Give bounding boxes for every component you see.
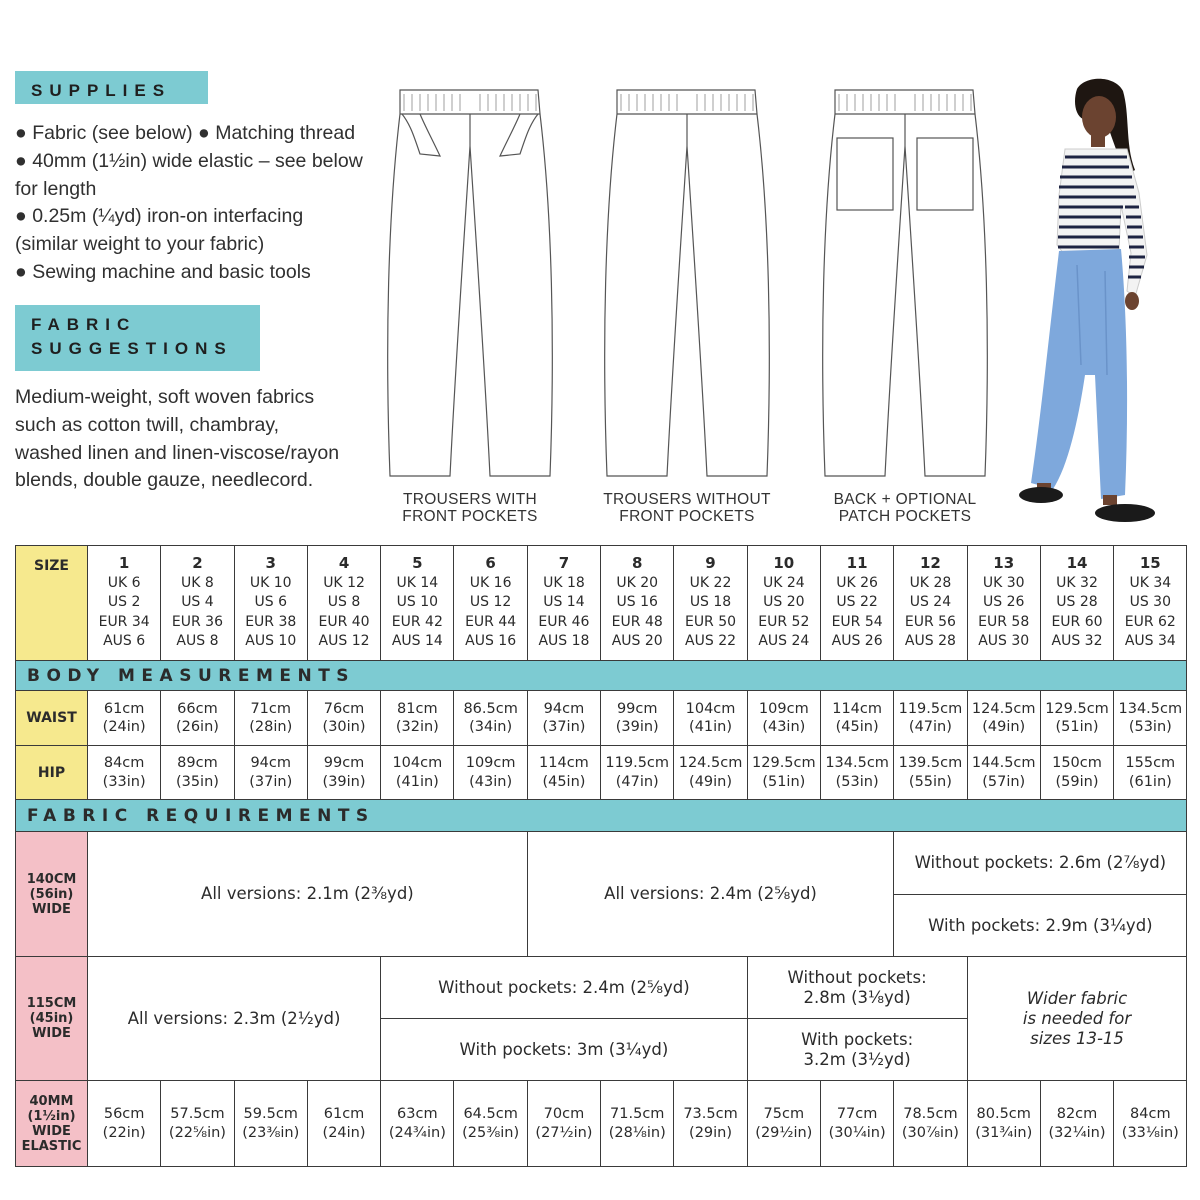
size-eur: EUR 52 bbox=[758, 613, 810, 630]
hip-in: (43in) bbox=[469, 773, 513, 790]
size-uk: UK 26 bbox=[836, 574, 878, 591]
caption-front-with-pockets bbox=[380, 491, 560, 525]
bullet-icon: ● bbox=[198, 122, 210, 144]
size-column-header bbox=[894, 546, 967, 661]
size-aus: AUS 14 bbox=[391, 633, 443, 650]
hip-cell bbox=[234, 746, 307, 800]
label-line: (1½in) bbox=[27, 1108, 76, 1124]
hip-in: (55in) bbox=[908, 773, 952, 790]
hip-cm: 134.5cm bbox=[825, 755, 889, 771]
fabric140-label bbox=[16, 832, 88, 957]
elastic-in: (22⅝in) bbox=[168, 1124, 226, 1141]
size-column-header bbox=[967, 546, 1040, 661]
size-column-header bbox=[1114, 546, 1187, 661]
sketch-front-without-pockets bbox=[597, 84, 777, 484]
waist-in: (32in) bbox=[395, 719, 439, 735]
waist-cm: 61cm bbox=[103, 700, 145, 717]
waist-cell bbox=[967, 691, 1040, 746]
size-us: US 6 bbox=[254, 594, 287, 611]
elastic-cell bbox=[967, 1081, 1040, 1167]
hip-cm: 119.5cm bbox=[605, 755, 670, 771]
size-column-header bbox=[161, 546, 234, 661]
hip-in: (57in) bbox=[982, 773, 1026, 790]
size-chart-table bbox=[15, 545, 1187, 1167]
fabric115-sizes-1-4: All versions: 2.3m (2½yd) bbox=[88, 957, 381, 1081]
size-us: US 4 bbox=[181, 594, 214, 611]
waist-in: (28in) bbox=[249, 719, 293, 735]
elastic-label bbox=[16, 1081, 88, 1167]
size-eur: EUR 46 bbox=[538, 613, 590, 630]
size-column-header bbox=[601, 546, 674, 661]
bullet-icon: ● bbox=[15, 205, 27, 228]
waist-cell bbox=[674, 691, 747, 746]
hip-cm: 94cm bbox=[250, 755, 292, 771]
size-eur: EUR 62 bbox=[1124, 613, 1176, 630]
fabric140-sizes-1-6: All versions: 2.1m (2⅜yd) bbox=[88, 832, 528, 957]
bullet-icon: ● bbox=[15, 149, 27, 172]
waist-cell bbox=[527, 691, 600, 746]
body-measurements-heading: BODY MEASUREMENTS bbox=[16, 661, 1187, 691]
hip-cell bbox=[527, 746, 600, 800]
size-eur: EUR 42 bbox=[391, 613, 443, 630]
size-number: 6 bbox=[485, 554, 496, 573]
elastic-cell bbox=[820, 1081, 893, 1167]
size-uk: UK 32 bbox=[1056, 574, 1098, 591]
hip-in: (47in) bbox=[615, 773, 659, 790]
waist-cm: 71cm bbox=[250, 700, 292, 717]
hip-in: (35in) bbox=[175, 773, 219, 790]
size-aus: AUS 34 bbox=[1124, 633, 1176, 650]
size-us: US 28 bbox=[1056, 594, 1098, 611]
hip-cell bbox=[381, 746, 454, 800]
elastic-cm: 78.5cm bbox=[903, 1105, 958, 1122]
hip-cell bbox=[894, 746, 967, 800]
hip-cell bbox=[454, 746, 527, 800]
elastic-row bbox=[16, 1081, 1187, 1167]
elastic-in: (29in) bbox=[689, 1124, 733, 1141]
sketch-front-with-pockets bbox=[380, 84, 560, 484]
waist-in: (24in) bbox=[102, 719, 146, 735]
size-us: US 26 bbox=[983, 594, 1025, 611]
size-column-header bbox=[527, 546, 600, 661]
size-uk: UK 20 bbox=[616, 574, 659, 591]
waist-cell bbox=[1114, 691, 1187, 746]
cell-line: Without pockets: bbox=[787, 967, 927, 987]
elastic-cm: 63cm bbox=[397, 1105, 438, 1122]
waist-in: (30in) bbox=[322, 719, 366, 735]
waist-cm: 119.5cm bbox=[898, 700, 963, 717]
elastic-cm: 77cm bbox=[836, 1105, 878, 1122]
waist-cm: 104cm bbox=[685, 700, 736, 717]
elastic-cell bbox=[88, 1081, 161, 1167]
fabric-suggestions-heading bbox=[15, 305, 260, 371]
size-us: US 14 bbox=[543, 594, 585, 611]
supply-item: 0.25m (¼yd) iron-on interfacing (similar weight to your fabric) bbox=[15, 205, 304, 256]
label-line: 140CM bbox=[26, 871, 77, 887]
hip-cm: 124.5cm bbox=[678, 755, 743, 771]
waist-in: (41in) bbox=[689, 719, 733, 735]
size-column-header bbox=[88, 546, 161, 661]
waist-cm: 134.5cm bbox=[1118, 700, 1183, 717]
size-number: 4 bbox=[338, 554, 350, 573]
elastic-in: (29½in) bbox=[755, 1124, 813, 1141]
elastic-cm: 59.5cm bbox=[243, 1105, 298, 1122]
sketch-back-patch-pockets bbox=[815, 84, 995, 484]
cell-line: 2.8m (3⅛yd) bbox=[803, 987, 911, 1007]
elastic-cell bbox=[161, 1081, 234, 1167]
size-eur: EUR 44 bbox=[465, 613, 517, 630]
size-number: 15 bbox=[1139, 554, 1161, 573]
cell-line: With pockets: bbox=[801, 1029, 914, 1049]
size-number: 12 bbox=[919, 554, 941, 573]
fabric140-row bbox=[16, 832, 1187, 895]
elastic-in: (24¾in) bbox=[388, 1124, 446, 1141]
size-number: 8 bbox=[632, 554, 643, 573]
waist-in: (45in) bbox=[835, 719, 879, 735]
label-line: (45in) bbox=[29, 1011, 74, 1026]
size-us: US 22 bbox=[836, 594, 878, 611]
fabric115-sizes-13-15-note bbox=[967, 957, 1187, 1081]
size-column-header bbox=[1040, 546, 1113, 661]
size-uk: UK 28 bbox=[909, 574, 952, 591]
waist-cell bbox=[894, 691, 967, 746]
hip-cell bbox=[601, 746, 674, 800]
waist-cell bbox=[307, 691, 380, 746]
waist-in: (34in) bbox=[469, 719, 513, 735]
elastic-cell bbox=[747, 1081, 820, 1167]
waist-cell bbox=[454, 691, 527, 746]
waist-in: (37in) bbox=[542, 719, 586, 735]
supply-item: Matching thread bbox=[215, 122, 356, 144]
waist-cm: 76cm bbox=[323, 700, 365, 717]
waist-cm: 86.5cm bbox=[463, 700, 518, 717]
hip-cm: 129.5cm bbox=[752, 755, 816, 771]
elastic-in: (31¾in) bbox=[975, 1124, 1033, 1141]
elastic-in: (32¼in) bbox=[1048, 1124, 1106, 1141]
size-aus: AUS 18 bbox=[538, 633, 590, 650]
fabric140-sizes-12-15-without: Without pockets: 2.6m (2⅞yd) bbox=[894, 832, 1187, 895]
hip-cm: 99cm bbox=[323, 755, 365, 771]
hip-cell bbox=[307, 746, 380, 800]
size-uk: UK 14 bbox=[396, 574, 439, 591]
cell-line: 3.2m (3½yd) bbox=[803, 1049, 911, 1069]
hip-in: (33in) bbox=[102, 773, 146, 790]
waist-cm: 114cm bbox=[832, 700, 882, 717]
elastic-in: (28⅛in) bbox=[608, 1124, 666, 1141]
hip-in: (39in) bbox=[322, 773, 366, 790]
waist-cm: 99cm bbox=[616, 700, 658, 717]
caption-front-without-pockets bbox=[587, 491, 787, 525]
size-column-header bbox=[381, 546, 454, 661]
size-label: SIZE bbox=[16, 546, 88, 661]
elastic-cm: 82cm bbox=[1056, 1105, 1098, 1122]
size-number: 13 bbox=[993, 554, 1015, 573]
elastic-cm: 75cm bbox=[763, 1105, 805, 1122]
size-column-header bbox=[747, 546, 820, 661]
elastic-cm: 57.5cm bbox=[170, 1105, 225, 1122]
size-us: US 8 bbox=[327, 594, 361, 611]
elastic-cell bbox=[601, 1081, 674, 1167]
elastic-cm: 73.5cm bbox=[683, 1105, 738, 1122]
elastic-cm: 61cm bbox=[323, 1105, 365, 1122]
caption-line: TROUSERS WITH bbox=[403, 491, 537, 508]
fabric115-sizes-5-9-with: With pockets: 3m (3¼yd) bbox=[381, 1019, 747, 1081]
hip-cell bbox=[1040, 746, 1113, 800]
fabric115-label bbox=[16, 957, 88, 1081]
size-aus: AUS 8 bbox=[176, 633, 219, 650]
waist-in: (26in) bbox=[175, 719, 219, 735]
caption-line: PATCH POCKETS bbox=[838, 508, 972, 525]
size-uk: UK 24 bbox=[762, 574, 805, 591]
hip-cm: 155cm bbox=[1125, 755, 1176, 771]
label-line: WIDE bbox=[32, 1026, 71, 1041]
elastic-cm: 64.5cm bbox=[463, 1105, 518, 1122]
size-us: US 24 bbox=[909, 594, 952, 611]
elastic-cm: 84cm bbox=[1130, 1105, 1171, 1122]
hip-in: (59in) bbox=[1055, 773, 1099, 790]
hip-cm: 84cm bbox=[103, 755, 145, 771]
hip-cm: 139.5cm bbox=[898, 755, 963, 771]
supply-item: 40mm (1½in) wide elastic – see below for length bbox=[15, 149, 363, 200]
hip-in: (53in) bbox=[835, 773, 879, 790]
waist-cell bbox=[747, 691, 820, 746]
size-eur: EUR 58 bbox=[978, 613, 1030, 630]
size-eur: EUR 40 bbox=[318, 613, 370, 630]
size-column-header bbox=[307, 546, 380, 661]
supply-item: Sewing machine and basic tools bbox=[32, 260, 311, 283]
body-measurements-band bbox=[16, 661, 1187, 691]
elastic-in: (24in) bbox=[322, 1124, 366, 1141]
hip-cm: 109cm bbox=[465, 755, 516, 771]
hip-in: (61in) bbox=[1128, 773, 1172, 790]
size-us: US 20 bbox=[763, 594, 805, 611]
fabric-requirements-heading: FABRIC REQUIREMENTS bbox=[16, 800, 1187, 832]
size-eur: EUR 48 bbox=[611, 613, 663, 630]
size-column-header bbox=[234, 546, 307, 661]
supplies-heading: SUPPLIES bbox=[15, 71, 208, 104]
waist-cell bbox=[381, 691, 454, 746]
size-eur: EUR 60 bbox=[1051, 613, 1103, 630]
label-line: 40MM bbox=[29, 1093, 74, 1109]
caption-line: FRONT POCKETS bbox=[619, 508, 755, 525]
size-number: 14 bbox=[1066, 554, 1088, 573]
hip-cell bbox=[1114, 746, 1187, 800]
size-uk: UK 16 bbox=[469, 574, 512, 591]
model-photo bbox=[1015, 75, 1185, 530]
size-eur: EUR 56 bbox=[904, 613, 956, 630]
size-column-header bbox=[454, 546, 527, 661]
waist-cm: 129.5cm bbox=[1045, 700, 1109, 717]
size-aus: AUS 30 bbox=[978, 633, 1030, 650]
hip-cm: 89cm bbox=[177, 755, 218, 771]
size-aus: AUS 26 bbox=[831, 633, 883, 650]
size-number: 9 bbox=[705, 554, 716, 573]
waist-cell bbox=[161, 691, 234, 746]
size-uk: UK 6 bbox=[107, 574, 141, 591]
size-uk: UK 18 bbox=[543, 574, 585, 591]
size-us: US 2 bbox=[107, 594, 141, 611]
size-aus: AUS 22 bbox=[685, 633, 737, 650]
hip-in: (37in) bbox=[249, 773, 293, 790]
hip-cm: 144.5cm bbox=[971, 755, 1036, 771]
elastic-in: (33⅛in) bbox=[1121, 1124, 1179, 1141]
size-uk: UK 22 bbox=[689, 574, 732, 591]
waist-in: (53in) bbox=[1128, 719, 1172, 735]
size-aus: AUS 12 bbox=[318, 633, 370, 650]
size-number: 7 bbox=[558, 554, 570, 573]
elastic-cell bbox=[381, 1081, 454, 1167]
waist-cell bbox=[234, 691, 307, 746]
size-column-header bbox=[820, 546, 893, 661]
size-column-header bbox=[674, 546, 747, 661]
size-number: 10 bbox=[773, 554, 795, 573]
size-uk: UK 10 bbox=[249, 574, 292, 591]
size-us: US 16 bbox=[616, 594, 658, 611]
note-line: sizes 13-15 bbox=[1030, 1028, 1124, 1048]
waist-label: WAIST bbox=[16, 691, 88, 746]
fabric115-sizes-10-12-with bbox=[747, 1019, 967, 1081]
size-uk: UK 30 bbox=[982, 574, 1025, 591]
label-line: WIDE bbox=[32, 901, 71, 917]
bullet-icon: ● bbox=[15, 260, 27, 283]
fabric115-sizes-10-12-without bbox=[747, 957, 967, 1019]
size-number: 2 bbox=[192, 554, 203, 573]
elastic-cell bbox=[527, 1081, 600, 1167]
waist-cell bbox=[88, 691, 161, 746]
elastic-cell bbox=[1114, 1081, 1187, 1167]
size-number: 11 bbox=[846, 554, 868, 573]
hip-cell bbox=[747, 746, 820, 800]
label-line: ELASTIC bbox=[21, 1138, 82, 1154]
size-aus: AUS 32 bbox=[1051, 633, 1103, 650]
hip-in: (51in) bbox=[762, 773, 806, 790]
size-aus: AUS 16 bbox=[465, 633, 517, 650]
size-us: US 12 bbox=[469, 594, 512, 611]
caption-line: BACK + OPTIONAL bbox=[833, 491, 977, 508]
elastic-cm: 71.5cm bbox=[610, 1105, 665, 1122]
hip-cell bbox=[967, 746, 1040, 800]
fabric115-row bbox=[16, 957, 1187, 1019]
size-number: 5 bbox=[412, 554, 423, 573]
waist-in: (49in) bbox=[982, 719, 1026, 735]
size-eur: EUR 36 bbox=[171, 613, 223, 630]
hip-in: (45in) bbox=[542, 773, 586, 790]
size-number: 3 bbox=[265, 554, 276, 573]
fabric-requirements-band bbox=[16, 800, 1187, 832]
label-line: WIDE bbox=[32, 1123, 71, 1139]
hip-in: (41in) bbox=[395, 773, 439, 790]
elastic-in: (30¼in) bbox=[828, 1124, 886, 1141]
size-us: US 18 bbox=[689, 594, 732, 611]
waist-cell bbox=[601, 691, 674, 746]
note-line: Wider fabric bbox=[1026, 988, 1128, 1008]
elastic-cm: 70cm bbox=[543, 1105, 585, 1122]
fabric140-sizes-12-15-with: With pockets: 2.9m (3¼yd) bbox=[894, 895, 1187, 957]
size-uk: UK 12 bbox=[323, 574, 365, 591]
size-aus: AUS 6 bbox=[103, 633, 146, 650]
hip-label: HIP bbox=[16, 746, 88, 800]
hip-in: (49in) bbox=[689, 773, 733, 790]
elastic-in: (23⅜in) bbox=[242, 1124, 300, 1141]
elastic-cell bbox=[234, 1081, 307, 1167]
waist-cm: 109cm bbox=[758, 700, 809, 717]
supplies-list bbox=[15, 120, 365, 287]
size-aus: AUS 28 bbox=[904, 633, 956, 650]
elastic-cm: 56cm bbox=[103, 1105, 145, 1122]
hip-cm: 150cm bbox=[1052, 755, 1102, 771]
heading-line: FABRIC bbox=[31, 315, 137, 334]
label-line: 115CM bbox=[26, 996, 77, 1011]
caption-line: FRONT POCKETS bbox=[402, 508, 538, 525]
elastic-cell bbox=[454, 1081, 527, 1167]
hip-row bbox=[16, 746, 1187, 800]
caption-back-patch-pockets bbox=[805, 491, 1005, 525]
bullet-icon: ● bbox=[15, 122, 27, 144]
elastic-cell bbox=[1040, 1081, 1113, 1167]
size-number: 1 bbox=[118, 554, 130, 573]
note-line: is needed for bbox=[1022, 1008, 1132, 1028]
hip-cm: 104cm bbox=[392, 755, 443, 771]
waist-in: (47in) bbox=[908, 719, 952, 735]
waist-cm: 66cm bbox=[177, 700, 218, 717]
elastic-cm: 80.5cm bbox=[976, 1105, 1031, 1122]
hip-cell bbox=[161, 746, 234, 800]
waist-cell bbox=[820, 691, 893, 746]
waist-row bbox=[16, 691, 1187, 746]
waist-cell bbox=[1040, 691, 1113, 746]
waist-cm: 94cm bbox=[543, 700, 585, 717]
hip-cm: 114cm bbox=[539, 755, 589, 771]
elastic-in: (30⅞in) bbox=[901, 1124, 959, 1141]
elastic-cell bbox=[894, 1081, 967, 1167]
size-eur: EUR 34 bbox=[98, 613, 150, 630]
size-uk: UK 8 bbox=[181, 574, 214, 591]
elastic-in: (22in) bbox=[102, 1124, 146, 1141]
size-uk: UK 34 bbox=[1129, 574, 1172, 591]
elastic-in: (27½in) bbox=[535, 1124, 593, 1141]
size-eur: EUR 38 bbox=[245, 613, 297, 630]
size-aus: AUS 24 bbox=[758, 633, 810, 650]
label-line: (56in) bbox=[29, 886, 74, 902]
waist-in: (51in) bbox=[1055, 719, 1099, 735]
size-aus: AUS 10 bbox=[245, 633, 297, 650]
caption-line: TROUSERS WITHOUT bbox=[603, 491, 771, 508]
waist-cm: 81cm bbox=[397, 700, 438, 717]
elastic-in: (25⅜in) bbox=[462, 1124, 520, 1141]
hip-cell bbox=[820, 746, 893, 800]
size-us: US 30 bbox=[1129, 594, 1171, 611]
size-row bbox=[16, 546, 1187, 661]
hip-cell bbox=[674, 746, 747, 800]
heading-line: SUGGESTIONS bbox=[31, 339, 233, 358]
fabric-suggestions-text: Medium-weight, soft woven fabrics such as cotton twill, chambray, washed linen and linen-viscose/rayon blends, double gauze, needlecord. bbox=[15, 386, 340, 492]
waist-in: (43in) bbox=[762, 719, 806, 735]
waist-cm: 124.5cm bbox=[971, 700, 1036, 717]
size-us: US 10 bbox=[396, 594, 439, 611]
hip-cell bbox=[88, 746, 161, 800]
fabric115-sizes-5-9-without: Without pockets: 2.4m (2⅝yd) bbox=[381, 957, 747, 1019]
size-eur: EUR 54 bbox=[831, 613, 883, 630]
elastic-cell bbox=[674, 1081, 747, 1167]
fabric140-sizes-7-11: All versions: 2.4m (2⅝yd) bbox=[527, 832, 893, 957]
supply-item: Fabric (see below) bbox=[32, 122, 193, 144]
size-eur: EUR 50 bbox=[684, 613, 737, 630]
size-aus: AUS 20 bbox=[611, 633, 663, 650]
elastic-cell bbox=[307, 1081, 380, 1167]
waist-in: (39in) bbox=[615, 719, 659, 735]
